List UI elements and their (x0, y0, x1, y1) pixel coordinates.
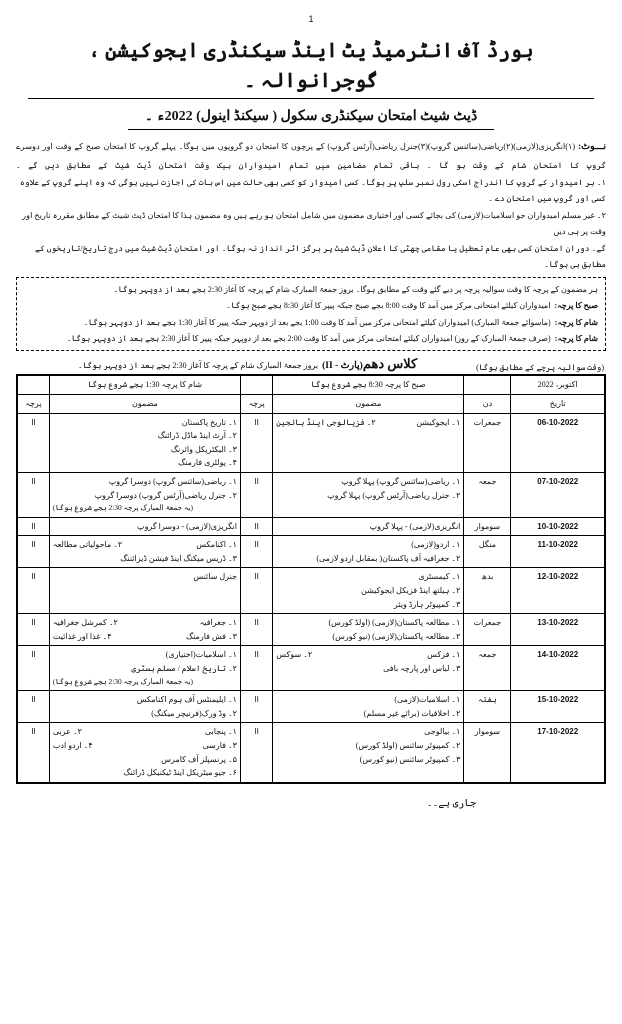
cell-date: 15-10-2022 (511, 691, 605, 723)
cell-day: سوموار (464, 723, 511, 783)
subject-item: ۱۔ اکنامکس (196, 540, 237, 550)
cell-evening-paper: II (17, 614, 49, 646)
header-morning-paper: پرچہ (240, 394, 272, 413)
subject-item: ۶۔ جیو میٹریکل اینڈ ٹیکنیکل ڈرائنگ (123, 768, 237, 778)
note-line-5: گے۔ دوران امتحان کسی بھی عام تعطیل یا مقامی چھٹی کا اعلان ڈیٹ شیٹ پر ہرگز اثر انداز نہ ہوگا۔ اور امتحان ڈیٹ شیٹ میں درج تاریخ/تاریخوں کے مطابق ہی ہوگا۔ (35, 243, 606, 269)
timing-evening-line-2 (24, 331, 598, 347)
header-evening-subject: مضمون (49, 394, 240, 413)
cell-date: 06-10-2022 (511, 413, 605, 472)
cell-morning-paper: II (240, 691, 272, 723)
cell-morning-subjects (273, 517, 464, 536)
subject-item: ۲۔ جغرافیہ آف پاکستان( بمقابل اردو لازمی) (316, 553, 461, 563)
cell-evening-subjects (49, 614, 240, 646)
cell-date: 12-10-2022 (511, 568, 605, 614)
cell-evening-subjects (49, 536, 240, 568)
subject-item: ۱۔ ریاضی(سائنس گروپ) دوسرا گروپ (108, 476, 237, 486)
cell-date: 17-10-2022 (511, 723, 605, 783)
subject-item: ۴۔ اردو ادب (52, 740, 93, 750)
cell-evening-paper: II (17, 568, 49, 614)
subject-item: ۴۔ غذا اور غذائیت (52, 631, 112, 641)
class-heading-bar (18, 356, 604, 372)
cell-evening-subjects (49, 568, 240, 614)
header-evening-time: شام کا پرچہ 1:30 بجے شروع ہوگا (49, 375, 240, 394)
date-sheet-table (16, 374, 606, 783)
timing-evening-line-1 (24, 315, 598, 331)
subject-item: ۱۔ ایلیمنٹس آف ہوم اکنامکس (136, 695, 237, 705)
subject-item: ۲۔ فزیالوجی اینڈ ہائجین (276, 417, 376, 427)
subject-note: (یہ جمعۃ المبارک پرچہ 2:30 بجے شروع ہوگا) (52, 503, 193, 513)
cell-morning-paper: II (240, 536, 272, 568)
cell-morning-paper: II (240, 646, 272, 691)
cell-day: منگل (464, 536, 511, 568)
table-row (17, 517, 605, 536)
subject-item: ۲۔ اخلاقیات (برائے غیر مسلم) (363, 708, 461, 718)
cell-morning-paper: II (240, 723, 272, 783)
subject-pair (276, 416, 460, 430)
note-line-3: ۱۔ ہر امیدوار کے گروپ کا اندراج اسکی رول نمبر سلپ پر ہوگا۔ کسی امیدوار کو کسی بھی حالت میں اس بات کی اجازت نہیں ہوگی کہ وہ اپنے گروپ کے علاوہ کسی اور گروپ میں امتحان دے ۔ (20, 177, 606, 203)
cell-evening-paper: II (17, 646, 49, 691)
table-header-row-times (17, 375, 605, 394)
subject-note: (یہ جمعۃ المبارک پرچہ 2:30 بجے شروع ہوگا) (52, 676, 193, 686)
table-header-row-labels (17, 394, 605, 413)
notes-block (16, 138, 606, 272)
subject-item: ۱۔ اسلامیات(لازمی) (394, 695, 461, 705)
subject-item: انگریزی(لازمی) - دوسرا گروپ (137, 521, 237, 531)
timing-general-line: ہر مضمون کے پرچہ کا وقت سوالیہ پرچہ پر دیے گئے وقت کے مطابق ہوگا۔ بروز جمعۃ المبارک شام کے پرچہ کا آغاز 2:30 بجے بعد از دوپہر ہوگا۔ (113, 284, 598, 294)
class-time-note: (وقت سوالیہ پرچے کے مطابق ہوگا) (476, 363, 604, 373)
timing-morning-label: صبح کا پرچہ: (554, 301, 598, 311)
header-blank-day (464, 375, 511, 394)
subject-item: ۴۔ پولٹری فارمنگ (178, 458, 237, 468)
cell-evening-subjects (49, 517, 240, 536)
subject-pair (53, 630, 237, 644)
subject-item: ۲۔ جنرل ریاضی(آرٹس گروپ) پہلا گروپ (327, 490, 461, 500)
note-text-1: (۱)انگریزی(لازمی)(۲)ریاضی(سائنس گروپ)(۳)جنرل ریاضی(آرٹس گروپ) کے پرچوں کا امتحان دو گروپوں میں ہوگا۔ پہلے گروپ کا امتحان صبح کے وقت اور دوسرے (16, 142, 576, 152)
subject-item: ۲۔ آرٹ اینڈ ماڈل ڈرائنگ (157, 431, 237, 441)
subject-item: ۲۔ جنرل ریاضی(آرٹس گروپ) دوسرا گروپ (94, 490, 237, 500)
subject-item: ۵۔ پرنسپلز آف کامرس (161, 754, 237, 764)
cell-day: جمعہ (464, 646, 511, 691)
note-line-4: ۲۔ غیر مسلم امیدواران جو اسلامیات(لازمی) کی بجائے کسی اور اختیاری مضمون میں شامل امتحان ہو رہے ہیں وہ مضمون ہذا کا امتحان ڈیٹ شیٹ کے مطابق مقررہ تاریخ اور وقت پر ہی دیں (22, 210, 606, 236)
subject-item: ۱۔ بیالوجی (424, 727, 461, 737)
cell-day: سوموار (464, 517, 511, 536)
note-lead-label: نـــوٹ: (578, 142, 607, 153)
header-blank-evening-paper (17, 375, 49, 394)
cell-evening-paper: II (17, 517, 49, 536)
cell-day: بدھ (464, 568, 511, 614)
cell-evening-paper: II (17, 413, 49, 472)
cell-morning-subjects (273, 536, 464, 568)
date-sheet-subtitle: ڈیٹ شیٹ امتحان سیکنڈری سکول ( سیکنڈ اینول) 2022ء ۔ (128, 106, 494, 130)
cell-evening-subjects (49, 723, 240, 783)
table-row (17, 723, 605, 783)
cell-date: 14-10-2022 (511, 646, 605, 691)
timing-evening-text-2: (صرف جمعۃ المبارک کے روز) امیدواران کیلئے امتحانی مرکز میں آمد کا وقت 2:00 بجے بعد از دوپہر جبکہ پیپر کا آغاز 2:30 بجے بعد از دوپہر ہوگا۔ (66, 333, 551, 343)
cell-morning-subjects (273, 614, 464, 646)
cell-date: 11-10-2022 (511, 536, 605, 568)
header-evening-paper: پرچہ (17, 394, 49, 413)
subject-item: ۳۔ الیکٹریکل وائرنگ (170, 444, 237, 454)
subject-item: ۱۔ ایجوکیشن (416, 417, 461, 427)
subject-item: جنرل سائنس (193, 572, 237, 582)
cell-morning-subjects (273, 472, 464, 517)
board-title: بورڈ آف انٹرمیڈ یٹ اینڈ سیکنڈری ایجوکیشن ، گوجرانوالہ ۔ (28, 36, 594, 99)
table-row (17, 472, 605, 517)
table-row (17, 614, 605, 646)
subject-item: ۲۔ ماحولیاتی مطالعہ (52, 540, 123, 550)
subject-item: ۳۔ فارسی (202, 740, 237, 750)
header-morning-time: صبح کا پرچہ 8:30 بجے شروع ہوگا (273, 375, 464, 394)
subject-pair (53, 616, 237, 630)
cell-day: جمعہ (464, 472, 511, 517)
cell-morning-subjects (273, 646, 464, 691)
subject-item: ۱۔ فزکس (427, 650, 461, 660)
timing-evening-text-1: (ماسوائے جمعۃ المبارک) امیدواران کیلئے امتحانی مرکز میں آمد کا وقت 1:00 بجے بعد از دوپہر جبکہ پیپر کا آغاز 1:30 بجے بعد از دوپہر ہوگا۔ (83, 317, 551, 327)
cell-morning-paper: II (240, 472, 272, 517)
subject-item: ۱۔ جغرافیہ (199, 618, 237, 628)
subject-item: ۱۔ اسلامیات(اختیاری) (165, 650, 237, 660)
page-number: 1 (308, 14, 314, 24)
class-friday-note: بروز جمعۃ المبارک شام کے پرچہ کا آغاز 2:30 بجے بعد از دوپہر ہوگا۔ (78, 361, 319, 371)
subject-item: ۲۔ کمرشل جغرافیہ (52, 618, 118, 628)
cell-morning-paper: II (240, 413, 272, 472)
subject-pair (53, 725, 237, 739)
timing-instructions-box (16, 277, 606, 352)
table-row (17, 691, 605, 723)
table-row (17, 646, 605, 691)
cell-evening-subjects (49, 691, 240, 723)
header-month: اکتوبر، 2022 (511, 375, 605, 394)
subject-item: ۲۔ تاریخ اسلام / مسلم ہسٹری (131, 664, 237, 674)
cell-morning-subjects (273, 723, 464, 783)
subject-item: ۲۔ سوکس (276, 650, 313, 660)
subject-item: ۲۔ ہیلتھ اینڈ فزیکل ایجوکیشن (360, 586, 461, 596)
cell-day: جمعرات (464, 614, 511, 646)
subject-pair (53, 739, 237, 753)
cell-morning-subjects (273, 691, 464, 723)
timing-morning-line (24, 298, 598, 314)
cell-evening-subjects (49, 472, 240, 517)
subject-item: ۲۔ کمپیوٹر سائنس (اولڈ کورس) (355, 740, 461, 750)
header-date: تاریخ (511, 394, 605, 413)
subject-item: ۱۔ پنجابی (204, 727, 237, 737)
subject-item: ۳۔ لباس اور پارچہ بافی (383, 664, 461, 674)
timing-evening-label-1: شام کا پرچہ: (554, 317, 598, 327)
subject-item: ۳۔ کمپیوٹر سائنس (نیو کورس) (359, 754, 461, 764)
subject-item: ۲۔ وڈ ورک(فرنیچر میکنگ) (151, 708, 237, 718)
note-line-1 (16, 138, 606, 157)
subject-item: ۲۔ عربی (52, 727, 82, 737)
cell-morning-paper: II (240, 614, 272, 646)
timing-evening-label-2: شام کا پرچہ: (554, 333, 598, 343)
table-row (17, 536, 605, 568)
class-name: کلاس دھم (362, 356, 418, 372)
cell-day: ہفتہ (464, 691, 511, 723)
cell-morning-paper: II (240, 517, 272, 536)
footer-continued: جاری ہے۔۔ (426, 797, 476, 809)
cell-morning-subjects (273, 413, 464, 472)
note-line-2: گروپ کا امتحان شام کے وقت ہو گا ۔ باقی تمام مضامین میں تمام امیدواران بیک وقت امتحان ڈیٹ شیٹ کے مطابق دیں گے ۔ (16, 160, 606, 170)
cell-evening-paper: II (17, 472, 49, 517)
subject-item: ۱۔ تاریخ پاکستان (181, 417, 237, 427)
cell-date: 10-10-2022 (511, 517, 605, 536)
cell-evening-subjects (49, 646, 240, 691)
subject-item: ۱۔ کیمسٹری (418, 572, 461, 582)
cell-evening-paper: II (17, 691, 49, 723)
class-part: (پارٹ - II) (322, 361, 363, 372)
header-morning-subject: مضمون (273, 394, 464, 413)
header-blank-morning-paper (240, 375, 272, 394)
subject-pair (53, 538, 237, 552)
subject-item: ۱۔ مطالعہ پاکستان(لازمی) (اولڈ کورس) (328, 618, 461, 628)
subject-item: ۱۔ اردو(لازمی) (411, 540, 461, 550)
cell-evening-paper: II (17, 536, 49, 568)
subject-item: ۱۔ ریاضی(سائنس گروپ) پہلا گروپ (341, 476, 461, 486)
subject-pair (276, 648, 460, 662)
cell-morning-paper: II (240, 568, 272, 614)
cell-date: 13-10-2022 (511, 614, 605, 646)
table-head (17, 375, 605, 413)
subject-item: ۳۔ کمپیوٹر ہارڈ ویئر (393, 599, 461, 609)
subject-item: ۳۔ ڈریس میکنگ اینڈ فیشن ڈیزائننگ (120, 553, 237, 563)
cell-day: جمعرات (464, 413, 511, 472)
subject-item: انگریزی(لازمی) - پہلا گروپ (369, 521, 461, 531)
header-day: دن (464, 394, 511, 413)
class-heading (78, 356, 417, 372)
subject-item: ۲۔ مطالعہ پاکستان(لازمی) (نیو کورس) (332, 631, 461, 641)
cell-evening-paper: II (17, 723, 49, 783)
cell-evening-subjects (49, 413, 240, 472)
table-row (17, 413, 605, 472)
subject-item: ۳۔ فش فارمنگ (185, 631, 237, 641)
timing-morning-text: امیدواران کیلئے امتحانی مرکز میں آمد کا وقت 8:00 بجے صبح جبکہ پیپر کا آغاز 8:30 بجے صبح ہوگا۔ (226, 301, 551, 311)
table-row (17, 568, 605, 614)
cell-date: 07-10-2022 (511, 472, 605, 517)
cell-morning-subjects (273, 568, 464, 614)
table-body (17, 413, 605, 783)
